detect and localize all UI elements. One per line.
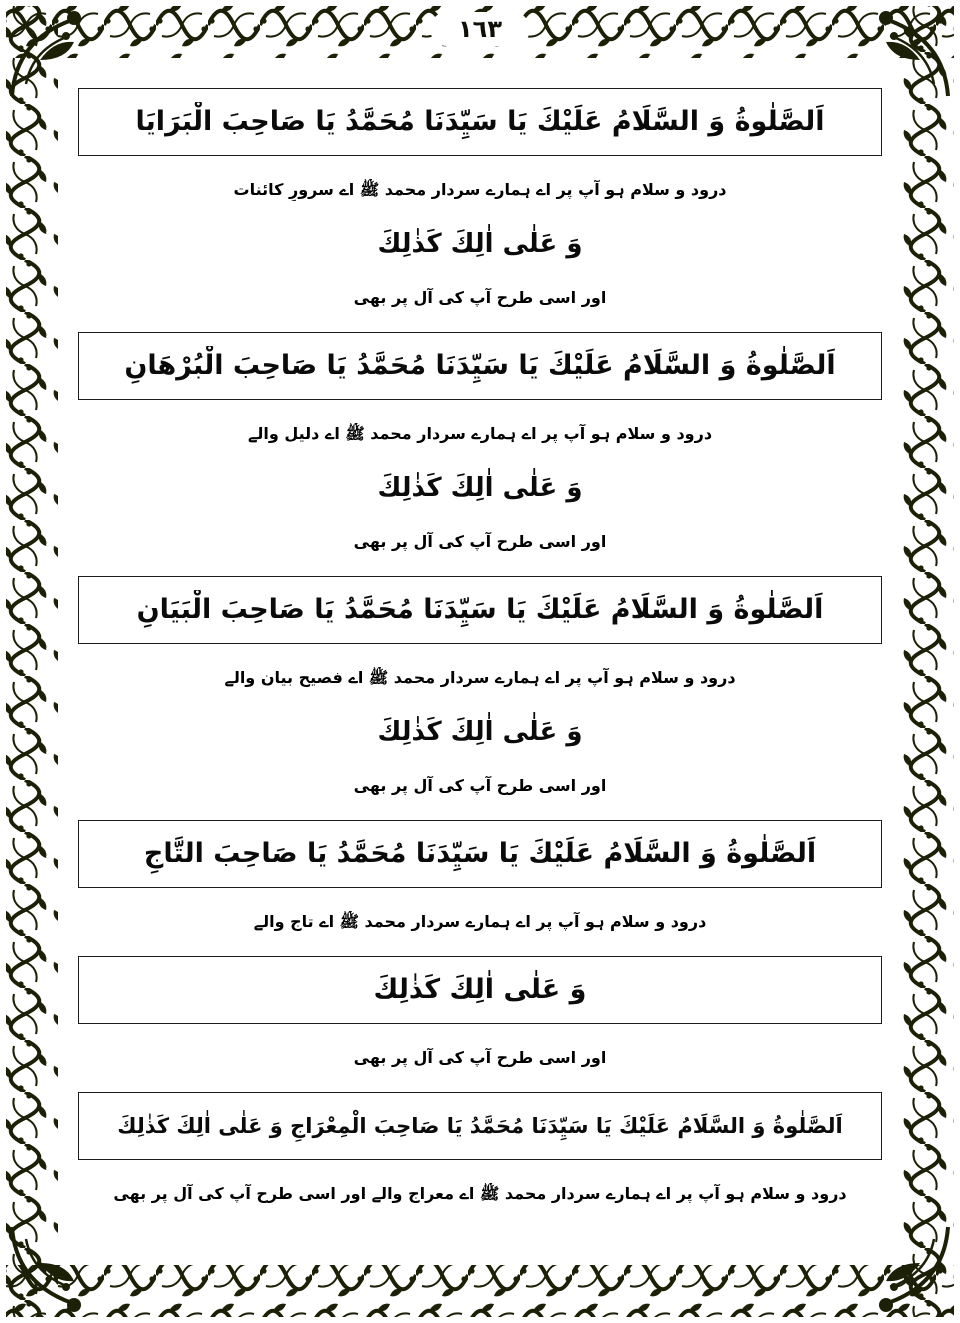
salutation-box (78, 332, 882, 400)
arabic-salutation-line: اَلصَّلٰوةُ وَ السَّلَامُ عَلَيْكَ يَا سَيِّدَنَا مُحَمَّدُ يَا صَاحِبَ الْبُرْهَانِ (124, 350, 836, 381)
urdu-translation-line: درود و سلام ہو آپ پر اے ہمارے سردار محمد ﷺ اے معراج والے اور اسی طرح آپ کی آل پر بھی (113, 1184, 847, 1203)
aal-box (78, 956, 882, 1024)
arabic-salutation-line: اَلصَّلٰوةُ وَ السَّلَامُ عَلَيْكَ يَا سَيِّدَنَا مُحَمَّدُ يَا صَاحِبَ الْبَيَانِ (136, 594, 824, 625)
arabic-salutation-line: اَلصَّلٰوةُ وَ السَّلَامُ عَلَيْكَ يَا سَيِّدَنَا مُحَمَّدُ يَا صَاحِبَ الْمِعْرَاجِ وَ عَلٰى اٰلِكَ كَذٰلِكَ (117, 1114, 843, 1138)
arabic-aal-line: وَ عَلٰى اٰلِكَ كَذٰلِكَ (377, 229, 583, 259)
urdu-translation-line: درود و سلام ہو آپ پر اے ہمارے سردار محمد ﷺ اے سرورِ کائنات (233, 180, 727, 199)
urdu-translation-line: اور اسی طرح آپ کی آل پر بھی (353, 776, 607, 795)
urdu-translation-line: درود و سلام ہو آپ پر اے ہمارے سردار محمد ﷺ اے فصیح بیان والے (224, 668, 736, 687)
salutation-box (78, 1092, 882, 1160)
salutation-box (78, 820, 882, 888)
urdu-translation-line: اور اسی طرح آپ کی آل پر بھی (353, 1048, 607, 1067)
urdu-translation-line: اور اسی طرح آپ کی آل پر بھی (353, 532, 607, 551)
salutation-box (78, 88, 882, 156)
arabic-aal-line: وَ عَلٰى اٰلِكَ كَذٰلِكَ (373, 974, 587, 1005)
urdu-translation-line: اور اسی طرح آپ کی آل پر بھی (353, 288, 607, 307)
urdu-translation-line: درود و سلام ہو آپ پر اے ہمارے سردار محمد ﷺ اے تاج والے (253, 912, 707, 931)
page-number: ١٦٣ (458, 15, 502, 43)
page-content (78, 88, 882, 1228)
arabic-aal-line: وَ عَلٰى اٰلِكَ كَذٰلِكَ (377, 473, 583, 503)
arabic-salutation-line: اَلصَّلٰوةُ وَ السَّلَامُ عَلَيْكَ يَا سَيِّدَنَا مُحَمَّدُ يَا صَاحِبَ التَّاجِ (143, 838, 817, 869)
arabic-salutation-line: اَلصَّلٰوةُ وَ السَّلَامُ عَلَيْكَ يَا سَيِّدَنَا مُحَمَّدُ يَا صَاحِبَ الْبَرَايَا (135, 106, 825, 137)
salutation-box (78, 576, 882, 644)
page-number-panel (430, 12, 530, 46)
urdu-translation-line: درود و سلام ہو آپ پر اے ہمارے سردار محمد ﷺ اے دلیل والے (247, 424, 713, 443)
arabic-aal-line: وَ عَلٰى اٰلِكَ كَذٰلِكَ (377, 717, 583, 747)
